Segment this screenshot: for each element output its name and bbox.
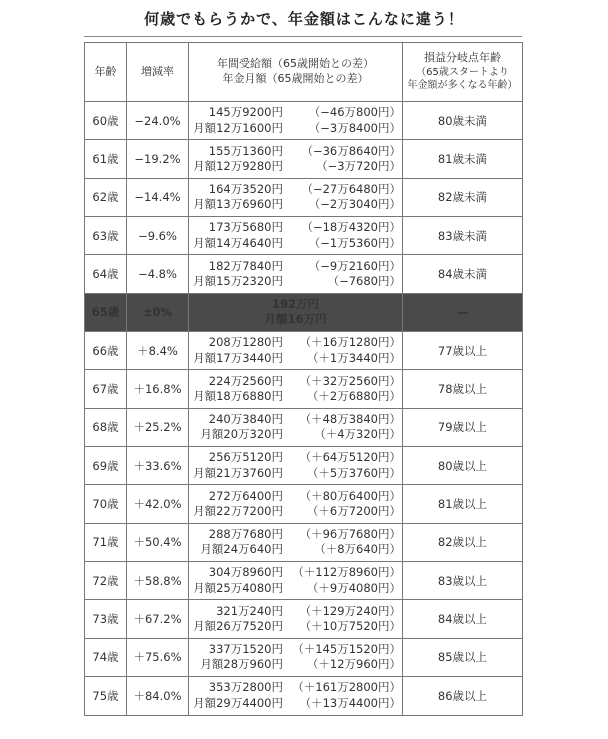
annual-amount: 272万6400円 bbox=[208, 488, 283, 503]
table-row bbox=[85, 523, 523, 561]
rate-cell: ＋42.0% bbox=[127, 485, 189, 523]
table-row bbox=[85, 332, 523, 370]
table-row bbox=[85, 370, 523, 408]
annual-diff: （−9万2160円） bbox=[308, 258, 401, 273]
table-row bbox=[85, 140, 523, 178]
monthly-diff: （＋8万640円） bbox=[314, 542, 401, 557]
monthly-amount: 月額14万4640円 bbox=[193, 235, 283, 250]
annual-amount: 337万1520円 bbox=[208, 641, 283, 656]
payout-cell bbox=[189, 140, 403, 178]
header-payout-monthly: 年金月額（65歳開始との差） bbox=[222, 72, 369, 85]
header-age: 年齢 bbox=[85, 43, 127, 102]
age-cell: 74歳 bbox=[85, 638, 127, 676]
breakeven-cell: 82歳未満 bbox=[403, 178, 523, 216]
rate-cell: −9.6% bbox=[127, 217, 189, 255]
annual-line bbox=[189, 642, 402, 658]
header-breakeven-note2: 年金額が多くなる年齢） bbox=[407, 80, 518, 92]
annual-line bbox=[189, 412, 402, 428]
annual-diff: （＋80万6400円） bbox=[299, 488, 401, 503]
annual-amount: 155万1360円 bbox=[208, 143, 283, 158]
rate-cell: ＋58.8% bbox=[127, 562, 189, 600]
title-divider bbox=[84, 36, 522, 37]
breakeven-cell: 77歳以上 bbox=[403, 332, 523, 370]
annual-diff: （＋16万1280円） bbox=[299, 335, 401, 350]
monthly-amount: 月額21万3760円 bbox=[193, 465, 283, 480]
age-cell: 68歳 bbox=[85, 408, 127, 446]
monthly-diff: （＋4万320円） bbox=[314, 427, 401, 442]
annual-diff: （＋129万240円） bbox=[299, 603, 401, 618]
payout-cell bbox=[189, 293, 403, 331]
breakeven-cell: 83歳未満 bbox=[403, 217, 523, 255]
rate-cell: ＋16.8% bbox=[127, 370, 189, 408]
monthly-diff: （＋13万4400円） bbox=[299, 695, 401, 710]
table-row bbox=[85, 485, 523, 523]
monthly-amount: 月額28万960円 bbox=[200, 657, 283, 672]
breakeven-cell: 84歳以上 bbox=[403, 600, 523, 638]
monthly-line bbox=[189, 389, 402, 405]
breakeven-cell: 86歳以上 bbox=[403, 677, 523, 715]
annual-line bbox=[189, 527, 402, 543]
monthly-amount: 月額12万1600円 bbox=[193, 120, 283, 135]
header-breakeven bbox=[403, 43, 523, 102]
annual-diff: （−36万8640円） bbox=[301, 143, 401, 158]
annual-diff: （＋48万3840円） bbox=[299, 411, 401, 426]
monthly-diff: （−1万5360円） bbox=[308, 235, 401, 250]
monthly-amount: 月額26万7520円 bbox=[193, 619, 283, 634]
monthly-line bbox=[189, 466, 402, 482]
annual-amount: 145万9200円 bbox=[208, 105, 283, 120]
monthly-amount: 月額12万9280円 bbox=[193, 159, 283, 174]
monthly-amount: 月額25万4080円 bbox=[193, 580, 283, 595]
monthly-diff: （＋10万7520円） bbox=[299, 619, 401, 634]
monthly-amount: 月額16万円 bbox=[264, 312, 327, 327]
table-row bbox=[85, 638, 523, 676]
annual-diff: （＋64万5120円） bbox=[299, 450, 401, 465]
breakeven-cell: 82歳以上 bbox=[403, 523, 523, 561]
annual-line bbox=[189, 680, 402, 696]
monthly-diff: （＋6万7200円） bbox=[306, 504, 401, 519]
monthly-line bbox=[189, 657, 402, 673]
rate-cell: −24.0% bbox=[127, 102, 189, 140]
annual-diff: （＋112万8960円） bbox=[292, 565, 401, 580]
rate-cell: −19.2% bbox=[127, 140, 189, 178]
payout-cell bbox=[189, 677, 403, 715]
header-payout bbox=[189, 43, 403, 102]
monthly-line bbox=[189, 619, 402, 635]
breakeven-cell: 81歳未満 bbox=[403, 140, 523, 178]
age-cell: 67歳 bbox=[85, 370, 127, 408]
header-breakeven-note1: （65歳スタートより bbox=[416, 66, 509, 78]
breakeven-cell: 84歳未満 bbox=[403, 255, 523, 293]
rate-cell: −14.4% bbox=[127, 178, 189, 216]
payout-cell bbox=[189, 217, 403, 255]
payout-cell bbox=[189, 102, 403, 140]
table-row bbox=[85, 677, 523, 715]
annual-diff: （−18万4320円） bbox=[301, 220, 401, 235]
age-cell: 60歳 bbox=[85, 102, 127, 140]
payout-cell bbox=[189, 178, 403, 216]
monthly-line bbox=[189, 274, 402, 290]
monthly-amount: 月額24万640円 bbox=[200, 542, 283, 557]
monthly-line bbox=[189, 351, 402, 367]
monthly-diff: （＋1万3440円） bbox=[306, 350, 401, 365]
annual-diff: （＋96万7680円） bbox=[299, 526, 401, 541]
table-row-baseline bbox=[85, 293, 523, 331]
page-title: 何歳でもらうかで、年金額はこんなに違う！ bbox=[144, 10, 464, 28]
monthly-amount: 月額18万6880円 bbox=[193, 389, 283, 404]
monthly-line bbox=[189, 236, 402, 252]
annual-line bbox=[189, 182, 402, 198]
monthly-line bbox=[189, 581, 402, 597]
rate-cell: ＋25.2% bbox=[127, 408, 189, 446]
table-row bbox=[85, 562, 523, 600]
pension-table bbox=[84, 42, 523, 716]
monthly-diff: （＋5万3760円） bbox=[306, 465, 401, 480]
annual-line bbox=[189, 144, 402, 160]
breakeven-cell: 78歳以上 bbox=[403, 370, 523, 408]
annual-line bbox=[189, 374, 402, 390]
age-cell: 62歳 bbox=[85, 178, 127, 216]
annual-line bbox=[189, 335, 402, 351]
annual-amount: 173万5680円 bbox=[208, 220, 283, 235]
payout-cell bbox=[189, 523, 403, 561]
age-cell: 66歳 bbox=[85, 332, 127, 370]
annual-line bbox=[189, 565, 402, 581]
table-row bbox=[85, 408, 523, 446]
age-cell: 65歳 bbox=[85, 293, 127, 331]
annual-line bbox=[189, 604, 402, 620]
monthly-diff: （＋9万4080円） bbox=[306, 580, 401, 595]
monthly-diff: （−3万720円） bbox=[316, 159, 401, 174]
annual-amount: 240万3840円 bbox=[208, 411, 283, 426]
payout-cell bbox=[189, 485, 403, 523]
rate-cell: ＋50.4% bbox=[127, 523, 189, 561]
breakeven-cell: 80歳以上 bbox=[403, 447, 523, 485]
monthly-line bbox=[189, 504, 402, 520]
annual-line bbox=[189, 489, 402, 505]
annual-amount: 353万2800円 bbox=[208, 680, 283, 695]
age-cell: 61歳 bbox=[85, 140, 127, 178]
annual-diff: （＋161万2800円） bbox=[292, 680, 401, 695]
monthly-line bbox=[189, 159, 402, 175]
age-cell: 69歳 bbox=[85, 447, 127, 485]
table-row bbox=[85, 255, 523, 293]
payout-cell bbox=[189, 600, 403, 638]
monthly-line bbox=[189, 427, 402, 443]
annual-diff: （＋32万2560円） bbox=[299, 373, 401, 388]
table-row bbox=[85, 447, 523, 485]
monthly-line bbox=[189, 197, 402, 213]
breakeven-cell: 81歳以上 bbox=[403, 485, 523, 523]
payout-cell bbox=[189, 255, 403, 293]
monthly-diff: （＋12万960円） bbox=[306, 657, 401, 672]
annual-line bbox=[189, 450, 402, 466]
table-row bbox=[85, 102, 523, 140]
table-row bbox=[85, 600, 523, 638]
rate-cell: −4.8% bbox=[127, 255, 189, 293]
payout-cell bbox=[189, 447, 403, 485]
age-cell: 71歳 bbox=[85, 523, 127, 561]
table-row bbox=[85, 217, 523, 255]
annual-amount: 192万円 bbox=[271, 296, 319, 311]
annual-line bbox=[189, 220, 402, 236]
monthly-diff: （−3万8400円） bbox=[308, 120, 401, 135]
monthly-amount: 月額17万3440円 bbox=[193, 350, 283, 365]
annual-line bbox=[189, 259, 402, 275]
monthly-line bbox=[189, 696, 402, 712]
age-cell: 63歳 bbox=[85, 217, 127, 255]
annual-amount: 288万7680円 bbox=[208, 526, 283, 541]
rate-cell: ＋33.6% bbox=[127, 447, 189, 485]
rate-cell: ±0% bbox=[127, 293, 189, 331]
header-rate: 増減率 bbox=[127, 43, 189, 102]
annual-diff: （＋145万1520円） bbox=[292, 641, 401, 656]
monthly-amount: 月額22万7200円 bbox=[193, 504, 283, 519]
rate-cell: ＋75.6% bbox=[127, 638, 189, 676]
breakeven-cell: — bbox=[403, 293, 523, 331]
header-payout-annual: 年間受給額（65歳開始との差） bbox=[217, 57, 374, 71]
annual-amount: 224万2560円 bbox=[208, 373, 283, 388]
monthly-diff: （−7680円） bbox=[327, 274, 401, 289]
monthly-amount: 月額13万6960円 bbox=[193, 197, 283, 212]
annual-amount: 182万7840円 bbox=[208, 258, 283, 273]
breakeven-cell: 79歳以上 bbox=[403, 408, 523, 446]
header-breakeven-title: 損益分岐点年齢 bbox=[424, 51, 501, 65]
annual-diff: （−27万6480円） bbox=[301, 181, 401, 196]
annual-line bbox=[189, 105, 402, 121]
annual-amount: 256万5120円 bbox=[208, 450, 283, 465]
rate-cell: ＋84.0% bbox=[127, 677, 189, 715]
age-cell: 75歳 bbox=[85, 677, 127, 715]
age-cell: 70歳 bbox=[85, 485, 127, 523]
monthly-line bbox=[189, 542, 402, 558]
breakeven-cell: 85歳以上 bbox=[403, 638, 523, 676]
annual-amount: 304万8960円 bbox=[208, 565, 283, 580]
rate-cell: ＋67.2% bbox=[127, 600, 189, 638]
age-cell: 72歳 bbox=[85, 562, 127, 600]
payout-cell bbox=[189, 408, 403, 446]
breakeven-cell: 80歳未満 bbox=[403, 102, 523, 140]
annual-amount: 164万3520円 bbox=[208, 181, 283, 196]
annual-amount: 321万240円 bbox=[216, 603, 283, 618]
payout-cell bbox=[189, 562, 403, 600]
age-cell: 73歳 bbox=[85, 600, 127, 638]
annual-amount: 208万1280円 bbox=[208, 335, 283, 350]
monthly-amount: 月額20万320円 bbox=[200, 427, 283, 442]
payout-cell bbox=[189, 332, 403, 370]
table-header-row bbox=[85, 43, 523, 102]
monthly-diff: （＋2万6880円） bbox=[306, 389, 401, 404]
age-cell: 64歳 bbox=[85, 255, 127, 293]
annual-diff: （−46万800円） bbox=[308, 105, 401, 120]
monthly-diff: （−2万3040円） bbox=[308, 197, 401, 212]
monthly-amount: 月額29万4400円 bbox=[193, 695, 283, 710]
payout-cell bbox=[189, 638, 403, 676]
monthly-line bbox=[189, 121, 402, 137]
rate-cell: ＋8.4% bbox=[127, 332, 189, 370]
monthly-amount: 月額15万2320円 bbox=[193, 274, 283, 289]
payout-cell bbox=[189, 370, 403, 408]
table-row bbox=[85, 178, 523, 216]
breakeven-cell: 83歳以上 bbox=[403, 562, 523, 600]
